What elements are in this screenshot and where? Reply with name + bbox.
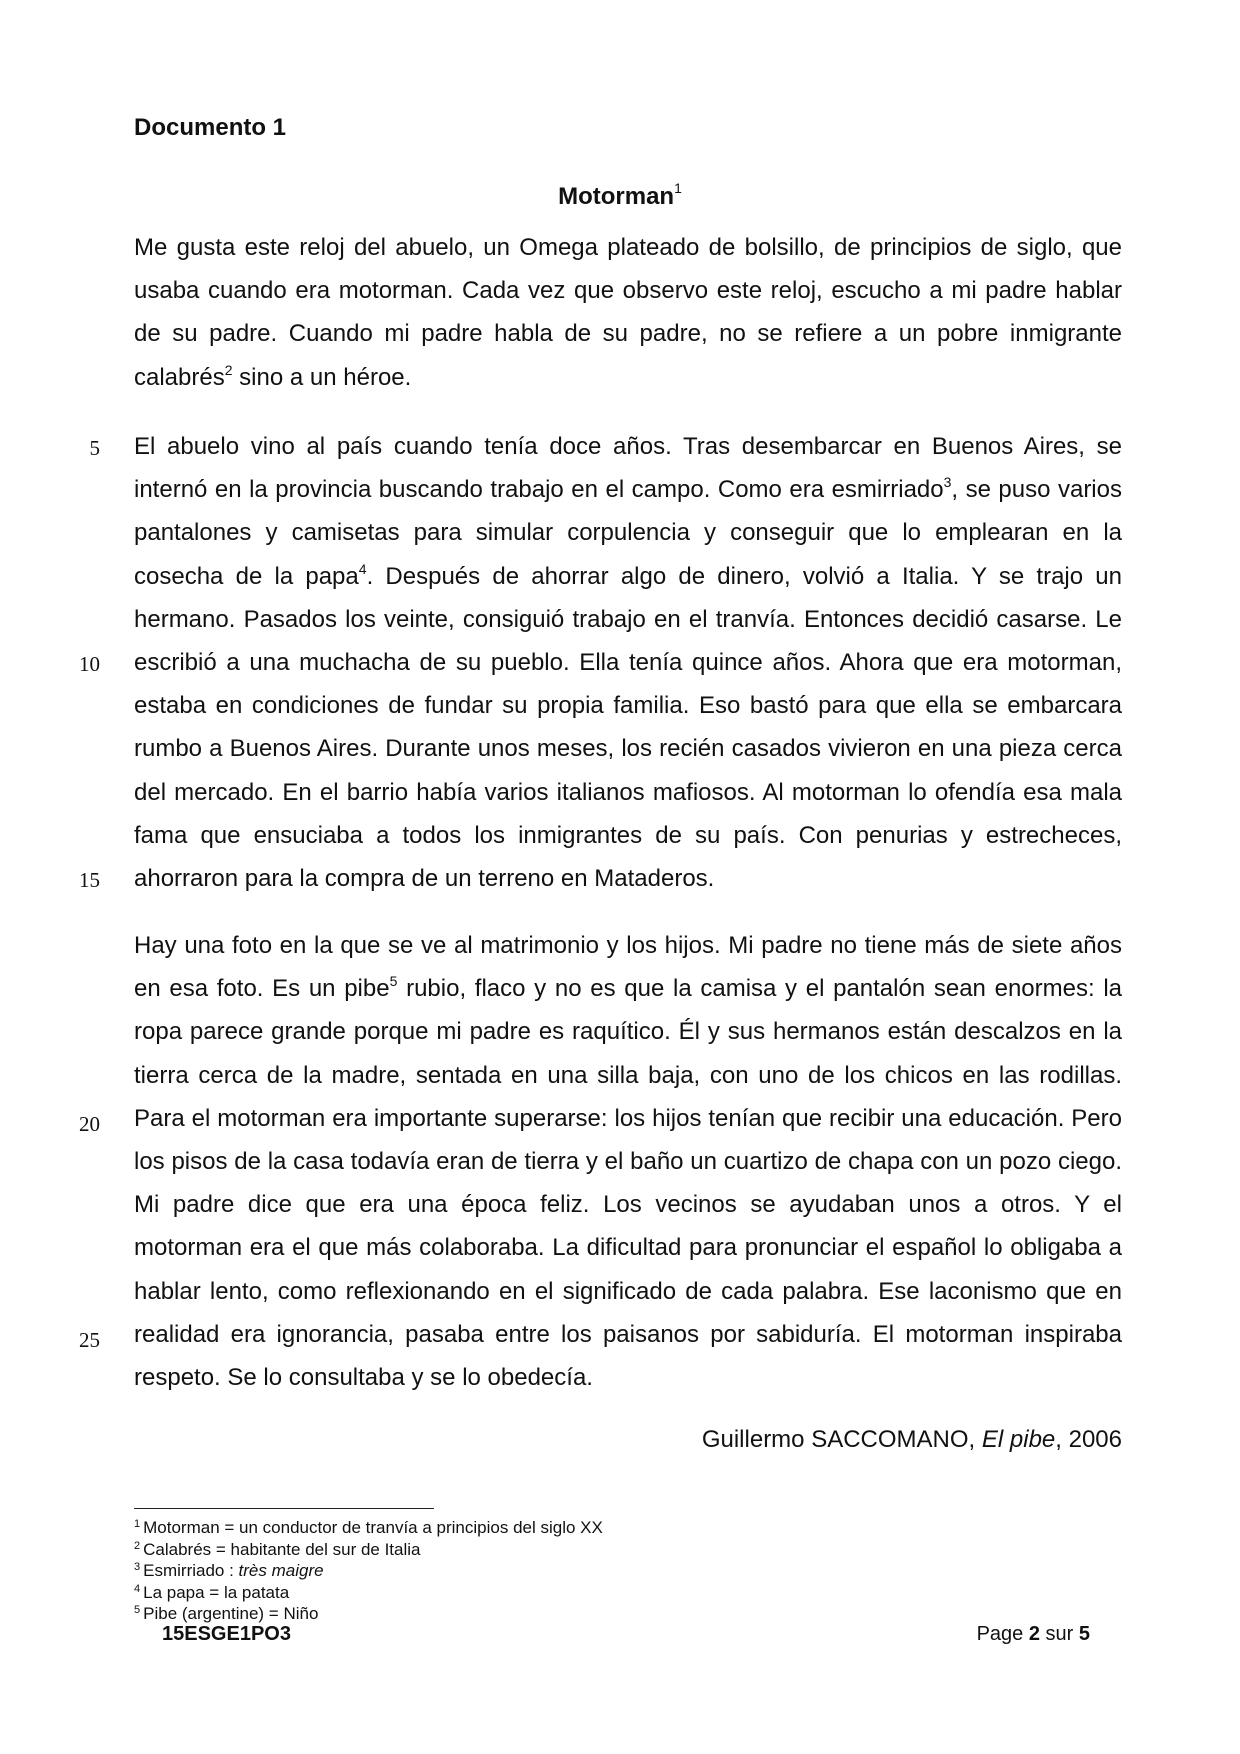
document-label: Documento 1 <box>134 114 287 141</box>
footnote-3 <box>134 1560 603 1582</box>
paragraph-text: El abuelo vino al país cuando tenía doce años. Tras desembarcar en Buenos Aires, se internó en la provincia buscando trabajo en el campo. Como era esmirriado <box>134 433 1122 504</box>
page-prefix: Page <box>976 1623 1029 1645</box>
source-author: Guillermo SACCOMANO, <box>701 1426 982 1453</box>
footnote-ref: 3 <box>943 474 952 491</box>
paragraph-text: rubio, flaco y no es que la camisa y el pantalón sean enormes: la ropa parece grande porque mi padre es raquítico. Él y sus hermanos están descalzos en la tierra cerca de la madre, sentada en una silla baja, con uno de los chicos en las rodillas. Para el motorman era importante superarse: los hijos tenían que recibir una educación. Pero los pisos de la casa todavía eran de tierra y el baño un cuartizo de chapa con un pozo ciego. Mi padre dice que era una época feliz. Los vecinos se ayudaban unos a otros. Y el motorman era el que más colaboraba. La dificultad para pronunciar el español lo obligaba a hablar lento, como reflexionando en el significado de cada palabra. Ese laconismo que en realidad era ignorancia, pasaba entre los paisanos por sabiduría. El motorman inspiraba respeto. Se lo consultaba y se lo obedecía. <box>134 975 1122 1392</box>
line-number: 20 <box>79 1112 100 1136</box>
exam-code: 15ESGE1PO3 <box>162 1623 291 1645</box>
page-current: 2 <box>1028 1623 1040 1645</box>
footnote-text: La papa = la patata <box>143 1582 290 1602</box>
footnote-text: Motorman = un conductor de tranvía a principios del siglo XX <box>143 1518 603 1537</box>
footnote-text: Pibe (argentine) = Niño <box>143 1604 319 1623</box>
line-number: 15 <box>79 868 100 892</box>
footnote-number: 1 <box>134 1518 141 1530</box>
footnote-number: 5 <box>134 1604 141 1616</box>
footnote-ref: 2 <box>224 361 233 378</box>
document-title <box>0 180 1240 211</box>
page-number <box>977 1623 1090 1646</box>
footnote-italic: très maigre <box>238 1561 324 1580</box>
paragraph-1 <box>134 226 1122 399</box>
paragraph-text: , se puso varios pantalones y camisetas para simular corpulencia y conseguir que lo emplearan en la cosecha de la papa <box>134 476 1122 590</box>
footnote-number: 4 <box>134 1582 141 1595</box>
line-number: 25 <box>79 1328 100 1352</box>
page-mid: sur <box>1039 1623 1079 1645</box>
footnote-2 <box>134 1539 603 1561</box>
paragraph-text: sino a un héroe. <box>232 363 412 391</box>
footnote-ref: 5 <box>389 973 398 990</box>
footnote-1 <box>134 1517 603 1539</box>
footnotes <box>134 1517 603 1625</box>
paragraph-2 <box>134 425 1122 900</box>
footnote-ref: 4 <box>358 560 367 577</box>
paragraph-text: Me gusta este reloj del abuelo, un Omega plateado de bolsillo, de principios de siglo, que usaba cuando era motorman. Cada vez que observo este reloj, escucho a mi padre hablar de su padre. Cuando mi padre habla de su padre, no se refiere a un pobre inmigrante calabrés <box>134 234 1122 391</box>
source-work: El pibe <box>981 1426 1056 1453</box>
footnote-number: 2 <box>134 1539 141 1552</box>
footnote-divider <box>134 1508 434 1509</box>
title-text: Motorman <box>558 183 675 210</box>
paragraph-text: . Después de ahorrar algo de dinero, volvió a Italia. Y se trajo un hermano. Pasados los veinte, consiguió trabajo en el tranvía. Entonces decidió casarse. Le escribió a una muchacha de su pueblo. Ella tenía quince años. Ahora que era motorman, estaba en condiciones de fundar su propia familia. Eso bastó para que ella se embarcara rumbo a Buenos Aires. Durante unos meses, los recién casados vivieron en una pieza cerca del mercado. En el barrio había varios italianos mafiosos. Al motorman lo ofendía esa mala fama que ensuciaba a todos los inmigrantes de su país. Con penurias y estrecheces, ahorraron para la compra de un terreno en Mataderos. <box>134 562 1122 893</box>
footnote-5 <box>134 1603 603 1625</box>
paragraph-3 <box>134 924 1122 1399</box>
title-footnote-ref: 1 <box>674 180 682 196</box>
footnote-text: Esmirriado : <box>143 1561 239 1580</box>
line-number: 10 <box>79 652 100 676</box>
footnote-4 <box>134 1582 603 1604</box>
paragraph-text: Hay una foto en la que se ve al matrimonio y los hijos. Mi padre no tiene más de siete años en esa foto. Es un pibe <box>134 932 1122 1003</box>
page-total: 5 <box>1078 1623 1090 1645</box>
source-citation <box>702 1426 1122 1454</box>
footnote-number: 3 <box>134 1561 141 1573</box>
footnote-text: Calabrés = habitante del sur de Italia <box>143 1539 421 1559</box>
line-number: 5 <box>89 436 100 460</box>
source-year: , 2006 <box>1055 1426 1122 1453</box>
